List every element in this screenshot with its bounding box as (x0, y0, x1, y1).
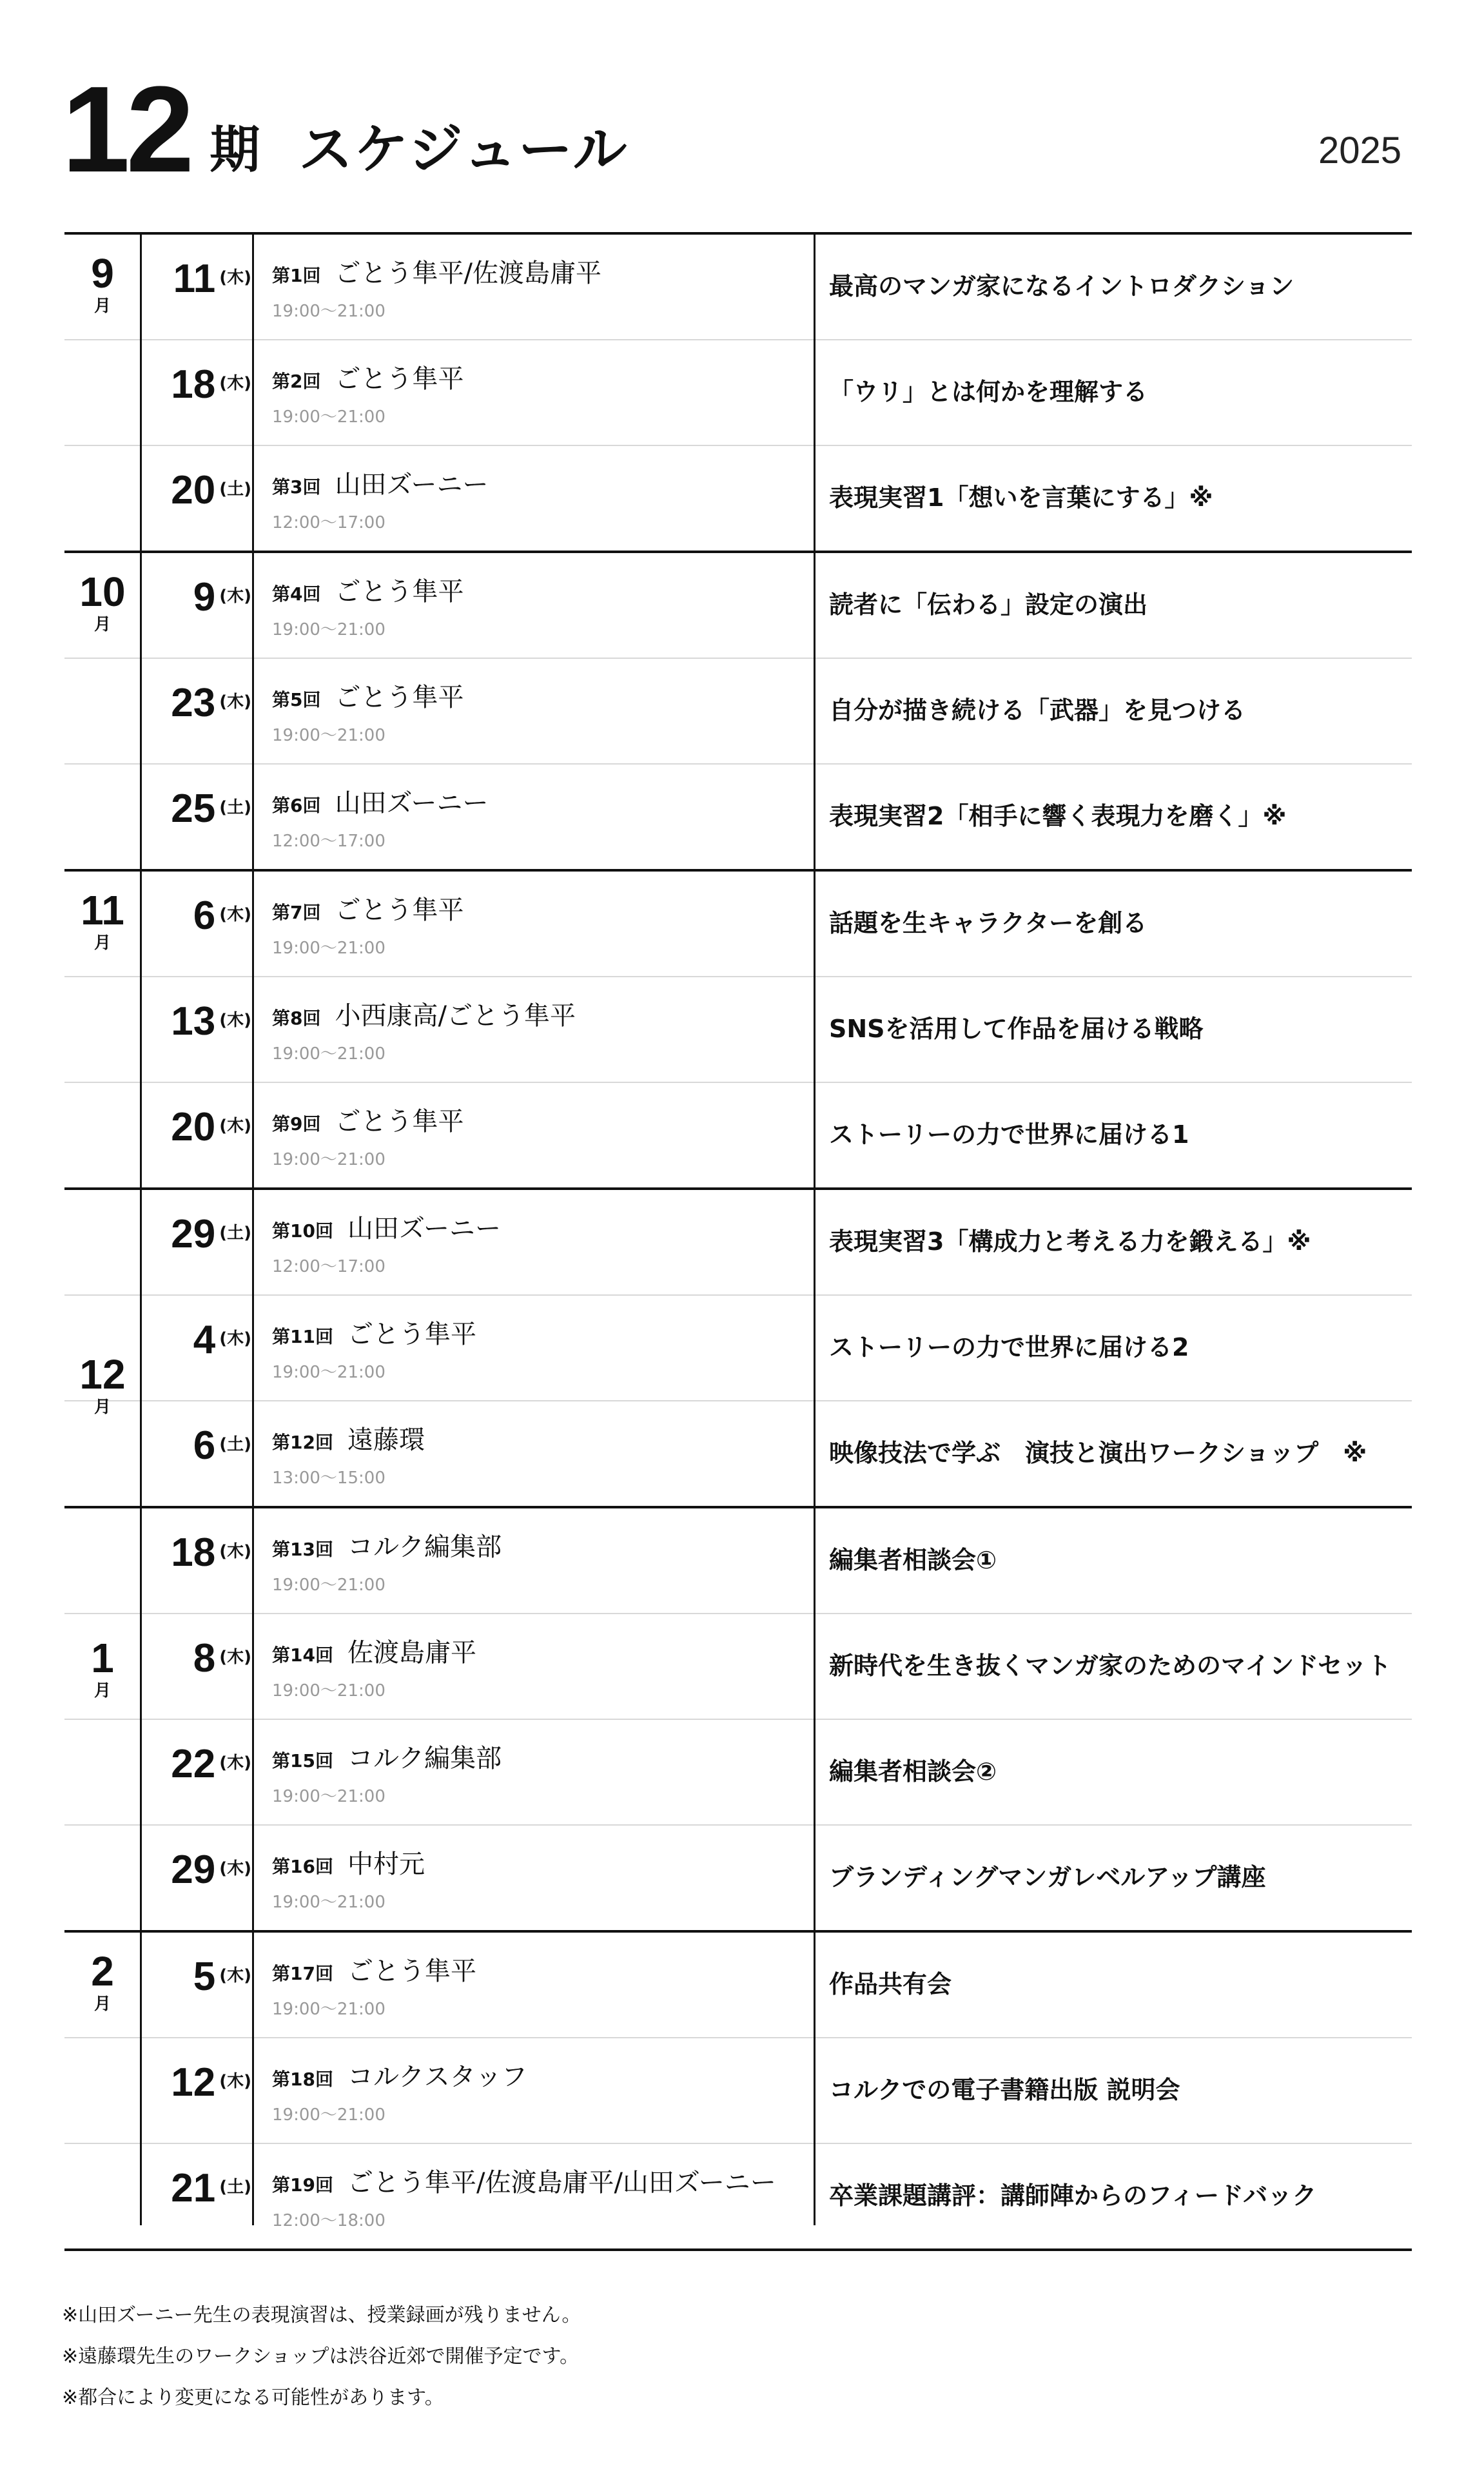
lecture-info (272, 1534, 814, 1595)
lecturer-name: コルク編集部 (347, 1744, 502, 1773)
lecturer-name: ごとう隼平 (335, 1107, 464, 1136)
lecture-info (272, 685, 814, 746)
schedule-row (64, 1296, 1412, 1417)
day-number: 21 (171, 2166, 216, 2210)
weekday: (木) (219, 587, 251, 606)
weekday-label: 土 (227, 1224, 244, 1243)
weekday: (木) (219, 374, 251, 393)
lecture-number: 第7回 (272, 902, 321, 923)
lecturer-name: ごとう隼平 (347, 1320, 476, 1349)
lecturer-name: 佐渡島庸平 (347, 1638, 476, 1668)
lecturer-name: ごとう隼平/佐渡島庸平/山田ズーニー (347, 2168, 776, 2198)
lecture-info (272, 260, 814, 322)
month-label (64, 1637, 141, 1699)
lecture-time: 19:00〜21:00 (272, 407, 386, 427)
date (142, 259, 251, 299)
lecturer-name: ごとう隼平 (335, 577, 464, 607)
lecture-topic: 映像技法で学ぶ 演技と演出ワークショップ ※ (829, 1439, 1367, 1467)
lecture-info (272, 1427, 814, 1488)
weekday-label: 木 (227, 1117, 244, 1136)
date (142, 1214, 251, 1254)
term-number: 12 (62, 61, 191, 198)
lecture-time: 19:00〜21:00 (272, 620, 386, 639)
weekday-label: 木 (227, 692, 244, 712)
lecture-number: 第13回 (272, 1539, 333, 1560)
lecture-time: 19:00〜21:00 (272, 1363, 386, 1382)
lecture-time: 19:00〜21:00 (272, 1787, 386, 1806)
schedule-row (64, 1614, 1412, 1720)
lecturer-name: コルク編集部 (347, 1532, 502, 1562)
date (142, 1423, 251, 1468)
month-suffix: 月 (93, 1681, 111, 1701)
day-number: 25 (171, 786, 216, 831)
weekday-label: 木 (227, 268, 244, 288)
month-suffix: 月 (93, 615, 111, 634)
lecture-topic: ストーリーの力で世界に届ける2 (829, 1333, 1189, 1361)
day-number: 20 (171, 1105, 216, 1149)
weekday: (木) (219, 1753, 251, 1773)
day-number: 11 (173, 257, 216, 301)
weekday-label: 木 (227, 2072, 244, 2091)
month-suffix: 月 (93, 933, 111, 953)
schedule-row (64, 765, 1412, 872)
lecture-topic: 最高のマンガ家になるイントロダクション (829, 272, 1294, 300)
day-number: 18 (171, 362, 216, 407)
weekday: (土) (219, 798, 251, 817)
weekday: (木) (219, 1542, 251, 1561)
day-number: 12 (171, 2060, 216, 2105)
lecture-info (272, 472, 814, 533)
lecturer-name: ごとう隼平 (335, 895, 464, 925)
lecture-time: 12:00〜17:00 (272, 1257, 386, 1276)
date (142, 1957, 251, 1997)
lecturer-name: ごとう隼平 (335, 683, 464, 712)
schedule-row (64, 1398, 1412, 1508)
day-number: 9 (193, 575, 216, 619)
lecture-topic: 話題を生キャラクターを創る (829, 909, 1147, 937)
lecturer-name: コルクスタッフ (347, 2062, 527, 2092)
weekday-label: 木 (227, 905, 244, 924)
weekday: (木) (219, 268, 251, 288)
lecture-number: 第6回 (272, 795, 321, 816)
date (142, 683, 251, 723)
day-number: 29 (171, 1212, 216, 1256)
lecture-topic: 表現実習3「構成力と考える力を鍛える」※ (829, 1227, 1311, 1256)
month-number: 1 (91, 1635, 114, 1681)
lecturer-name: ごとう隼平/佐渡島庸平 (335, 258, 601, 288)
schedule-row (64, 1083, 1412, 1190)
lecture-topic: 自分が描き続ける「武器」を見つける (829, 696, 1246, 725)
lecture-topic: 新時代を生き抜くマンガ家のためのマインドセット (829, 1652, 1392, 1680)
month-label (64, 250, 141, 316)
date (142, 1320, 251, 1360)
lecture-number: 第3回 (272, 476, 321, 498)
lecture-time: 19:00〜21:00 (272, 302, 386, 321)
schedule-row (64, 1826, 1412, 1933)
date (142, 468, 251, 512)
lecture-time: 12:00〜18:00 (272, 2211, 386, 2230)
schedule-row (64, 1720, 1412, 1826)
lecture-info (272, 1003, 814, 1064)
lecture-topic: ストーリーの力で世界に届ける1 (829, 1120, 1189, 1149)
date (142, 1850, 251, 1890)
weekday: (木) (219, 1329, 251, 1349)
lecture-number: 第19回 (272, 2174, 333, 2196)
lecturer-name: 山田ズーニー (335, 470, 489, 500)
schedule-row (64, 2144, 1412, 2251)
lecture-time: 19:00〜21:00 (272, 1044, 386, 1064)
lecturer-name: 中村元 (347, 1849, 425, 1879)
lecture-time: 19:00〜21:00 (272, 2105, 386, 2125)
schedule-row (64, 872, 1412, 977)
lecture-number: 第17回 (272, 1963, 333, 1984)
lecture-number: 第16回 (272, 1856, 333, 1877)
weekday: (木) (219, 1859, 251, 1878)
lecture-time: 19:00〜21:00 (272, 1150, 386, 1169)
lecture-time: 12:00〜17:00 (272, 513, 386, 532)
month-number: 11 (81, 887, 124, 933)
date (142, 1530, 251, 1575)
footnotes (62, 2295, 581, 2419)
lecturer-name: 山田ズーニー (347, 1214, 501, 1244)
weekday: (土) (219, 2178, 251, 2197)
month-suffix: 月 (93, 1994, 111, 2014)
day-number: 13 (171, 999, 216, 1044)
lecture-time: 19:00〜21:00 (272, 2000, 386, 2019)
schedule-table (64, 232, 1412, 2251)
lecturer-name: 遠藤環 (347, 1425, 425, 1455)
date (142, 786, 251, 831)
day-number: 22 (171, 1742, 216, 1786)
lecturer-name: 山田ズーニー (335, 788, 489, 818)
weekday: (木) (219, 1011, 251, 1030)
lecture-topic: 「ウリ」とは何かを理解する (829, 378, 1148, 406)
month-number: 9 (91, 250, 114, 297)
lecture-info (272, 1958, 814, 2020)
schedule-row (64, 977, 1412, 1083)
lecturer-name: 小西康高/ごとう隼平 (335, 1001, 576, 1031)
lecture-topic: 作品共有会 (829, 1970, 952, 1998)
weekday-label: 木 (227, 1859, 244, 1878)
lecture-number: 第5回 (272, 689, 321, 710)
lecture-time: 19:00〜21:00 (272, 1681, 386, 1701)
lecture-info (272, 579, 814, 640)
date (142, 362, 251, 407)
weekday-label: 土 (227, 1435, 244, 1454)
month-label (64, 887, 141, 953)
weekday-label: 土 (227, 2178, 244, 2197)
lecture-info (272, 1640, 814, 1701)
lecture-number: 第18回 (272, 2069, 333, 2090)
schedule-row (64, 1933, 1412, 2038)
weekday-label: 土 (227, 480, 244, 499)
column-divider (140, 232, 142, 2225)
lecture-info (272, 1216, 814, 1277)
day-number: 29 (171, 1848, 216, 1892)
month-suffix: 月 (93, 1398, 111, 1417)
day-number: 18 (171, 1530, 216, 1575)
schedule-row (64, 446, 1412, 553)
lecture-number: 第14回 (272, 1644, 333, 1666)
day-number: 20 (171, 468, 216, 512)
schedule-row (64, 659, 1412, 765)
lecture-topic: 表現実習1「想いを言葉にする」※ (829, 483, 1213, 512)
column-divider (814, 232, 815, 2225)
lecture-topic: ブランディングマンガレベルアップ講座 (829, 1863, 1266, 1891)
lecture-time: 12:00〜17:00 (272, 832, 386, 851)
day-number: 4 (193, 1318, 216, 1362)
weekday-label: 土 (227, 798, 244, 817)
schedule-label: スケジュール (298, 118, 629, 181)
month-number: 12 (79, 1351, 126, 1398)
weekday-label: 木 (227, 1011, 244, 1030)
lecture-topic: SNSを活用して作品を届ける戦略 (829, 1015, 1204, 1043)
month-label (64, 571, 141, 633)
lecture-number: 第9回 (272, 1113, 321, 1135)
date (142, 1107, 251, 1147)
term-suffix: 期 (210, 121, 260, 179)
lecture-info (272, 1851, 814, 1913)
lecture-info (272, 1109, 814, 1170)
lecture-number: 第12回 (272, 1432, 333, 1453)
schedule-row (64, 2038, 1412, 2144)
weekday: (木) (219, 1966, 251, 1985)
weekday-label: 木 (227, 374, 244, 393)
month-number: 10 (79, 569, 126, 615)
lecture-time: 19:00〜21:00 (272, 939, 386, 958)
month-label (64, 1948, 141, 2014)
weekday-label: 木 (227, 1966, 244, 1985)
lecture-topic: 編集者相談会② (829, 1757, 997, 1786)
weekday: (木) (219, 692, 251, 712)
date (142, 2166, 251, 2210)
day-number: 6 (193, 1423, 216, 1468)
lecturer-name: ごとう隼平 (335, 364, 464, 394)
page-title (62, 61, 629, 198)
day-number: 5 (193, 1955, 216, 1999)
lecture-number: 第2回 (272, 371, 321, 392)
footnote: ※遠藤環先生のワークショップは渋谷近郊で開催予定です。 (62, 2345, 580, 2368)
column-divider (252, 232, 254, 2225)
lecture-info (272, 2064, 814, 2125)
weekday: (木) (219, 905, 251, 924)
day-number: 8 (193, 1636, 216, 1681)
lecture-time: 19:00〜21:00 (272, 1893, 386, 1912)
lecture-info (272, 1746, 814, 1807)
weekday-label: 木 (227, 1753, 244, 1773)
lecture-time: 13:00〜15:00 (272, 1468, 386, 1488)
lecture-number: 第10回 (272, 1220, 333, 1242)
schedule-row (64, 1190, 1412, 1296)
month-suffix: 月 (93, 297, 111, 316)
lecturer-name: ごとう隼平 (347, 1956, 476, 1986)
lecture-info (272, 366, 814, 427)
date (142, 893, 251, 938)
date (142, 1744, 251, 1784)
weekday: (土) (219, 480, 251, 499)
schedule-row (64, 1508, 1412, 1614)
lecture-time: 19:00〜21:00 (272, 726, 386, 745)
day-number: 6 (193, 893, 216, 938)
lecture-number: 第11回 (272, 1326, 333, 1347)
weekday-label: 木 (227, 1648, 244, 1667)
lecture-number: 第15回 (272, 1750, 333, 1771)
date (142, 575, 251, 619)
lecture-topic: 編集者相談会① (829, 1546, 997, 1574)
footnote: ※都合により変更になる可能性があります。 (62, 2386, 444, 2409)
lecture-time: 19:00〜21:00 (272, 1575, 386, 1595)
schedule-row (64, 235, 1412, 340)
lecture-info (272, 790, 814, 852)
day-number: 23 (171, 681, 216, 725)
lecture-topic: 表現実習2「相手に響く表現力を磨く」※ (829, 802, 1287, 830)
lecture-number: 第4回 (272, 583, 321, 605)
weekday: (木) (219, 1648, 251, 1667)
weekday: (木) (219, 2072, 251, 2091)
weekday-label: 木 (227, 587, 244, 606)
month-number: 2 (91, 1948, 114, 1994)
year: 2025 (1318, 130, 1401, 171)
weekday-label: 木 (227, 1329, 244, 1349)
schedule-row (64, 340, 1412, 446)
lecture-topic: 卒業課題講評：講師陣からのフィードバック (829, 2181, 1317, 2210)
lecture-info (272, 897, 814, 959)
lecture-info (272, 1322, 814, 1383)
weekday-label: 木 (227, 1542, 244, 1561)
lecture-info (272, 2170, 814, 2231)
lecture-topic: 読者に「伝わる」設定の演出 (829, 590, 1148, 619)
footnote: ※山田ズーニー先生の表現演習は、授業録画が残りません。 (62, 2304, 581, 2326)
date (142, 1636, 251, 1681)
date (142, 999, 251, 1044)
weekday: (土) (219, 1224, 251, 1243)
lecture-number: 第1回 (272, 265, 321, 286)
weekday: (土) (219, 1435, 251, 1454)
weekday: (木) (219, 1117, 251, 1136)
lecture-topic: コルクでの電子書籍出版 説明会 (829, 2076, 1180, 2104)
schedule-row (64, 553, 1412, 659)
lecture-number: 第8回 (272, 1008, 321, 1029)
date (142, 2060, 251, 2105)
